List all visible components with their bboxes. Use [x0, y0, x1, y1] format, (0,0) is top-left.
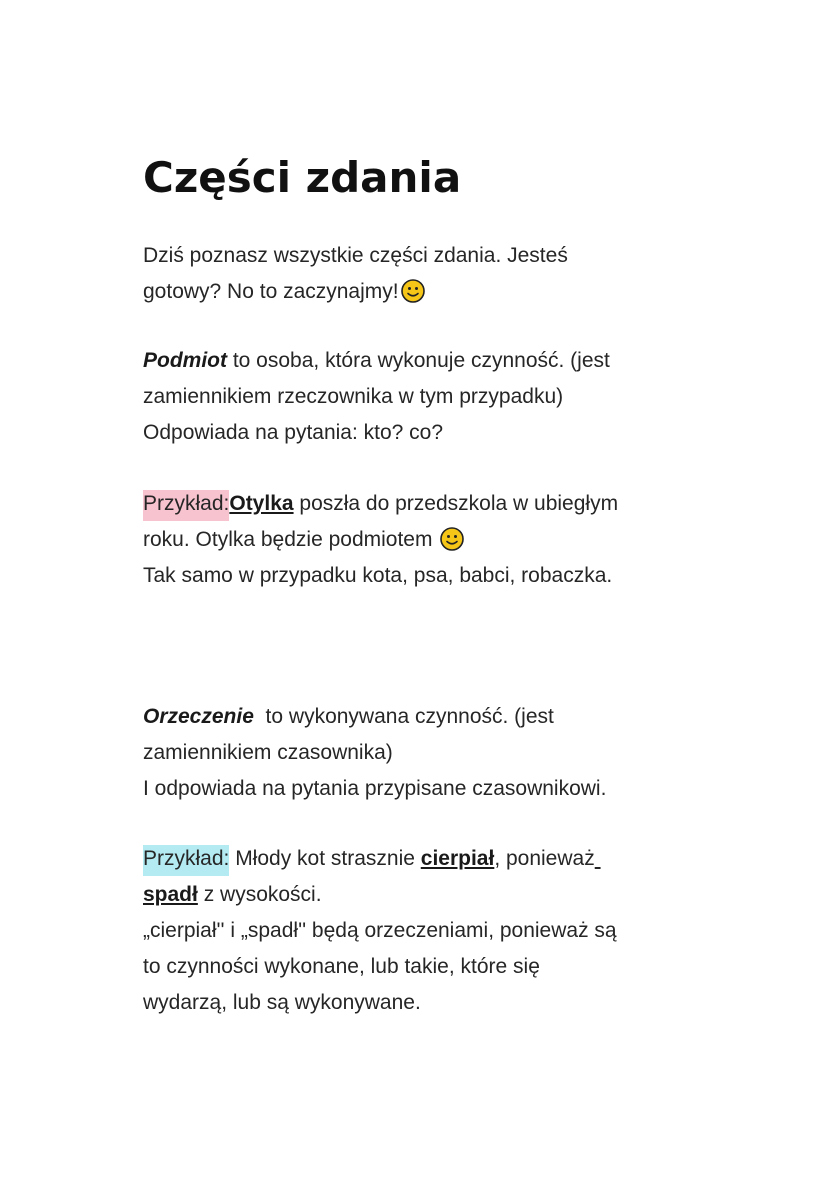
podmiot-example — [143, 486, 703, 594]
orzeczenie-explain-line-3: wydarzą, lub są wykonywane. — [143, 991, 421, 1014]
intro-line-2-text: gotowy? No to zaczynajmy! — [143, 280, 399, 303]
orzeczenie-example-line-2 — [143, 877, 703, 913]
podmiot-example-line-1-rest: poszła do przedszkola w ubiegłym — [293, 492, 619, 515]
orzeczenie-keyword-spadl: spadł — [143, 883, 198, 906]
orzeczenie-example-line-1 — [143, 841, 703, 877]
orzeczenie-example-line-2-rest: z wysokości. — [197, 883, 322, 906]
orzeczenie-keyword-cierpial: cierpiał — [420, 847, 495, 870]
podmiot-line-1-rest: to osoba, która wykonuje czynność. (jest — [227, 349, 610, 372]
podmiot-example-line-2 — [143, 522, 703, 558]
intro-line-2 — [143, 274, 703, 310]
example-label-highlight: Przykład: — [143, 490, 229, 521]
orzeczenie-explain-line-2: to czynności wykonane, lub takie, które się — [143, 955, 540, 978]
podmiot-example-line-2-text: roku. Otylka będzie podmiotem — [143, 528, 439, 551]
podmiot-line-3: Odpowiada na pytania: kto? co? — [143, 421, 444, 444]
podmiot-line-1 — [143, 343, 703, 379]
podmiot-example-keyword: Otylka — [229, 492, 294, 515]
smiley-face-icon — [440, 527, 464, 551]
orzeczenie-line-1-rest: to wykonywana czynność. (jest — [253, 705, 554, 728]
page-title: Części zdania — [143, 153, 462, 202]
orzeczenie-line-2: zamiennikiem czasownika) — [143, 741, 393, 764]
orzeczenie-definition — [143, 699, 703, 807]
orzeczenie-example — [143, 841, 703, 1021]
smiley-face-icon — [401, 279, 425, 303]
orzeczenie-example-mid: , ponieważ — [494, 847, 595, 870]
podmiot-definition — [143, 343, 703, 451]
orzeczenie-term: Orzeczenie — [143, 705, 254, 728]
podmiot-example-line-1 — [143, 486, 703, 522]
orzeczenie-example-tail — [595, 847, 601, 870]
intro-paragraph — [143, 238, 703, 310]
podmiot-line-2: zamiennikiem rzeczownika w tym przypadku) — [143, 385, 564, 408]
orzeczenie-line-3: I odpowiada na pytania przypisane czasownikowi. — [143, 777, 607, 800]
intro-line-1: Dziś poznasz wszystkie części zdania. Jesteś — [143, 244, 568, 267]
example-label-highlight: Przykład: — [143, 845, 229, 876]
podmiot-example-line-3: Tak samo w przypadku kota, psa, babci, robaczka. — [143, 564, 613, 587]
orzeczenie-explain-line-1: „cierpiał'' i „spadł'' będą orzeczeniami, ponieważ są — [143, 919, 617, 942]
orzeczenie-example-pre: Młody kot strasznie — [229, 847, 421, 870]
orzeczenie-line-1 — [143, 699, 703, 735]
podmiot-term: Podmiot — [143, 349, 227, 372]
